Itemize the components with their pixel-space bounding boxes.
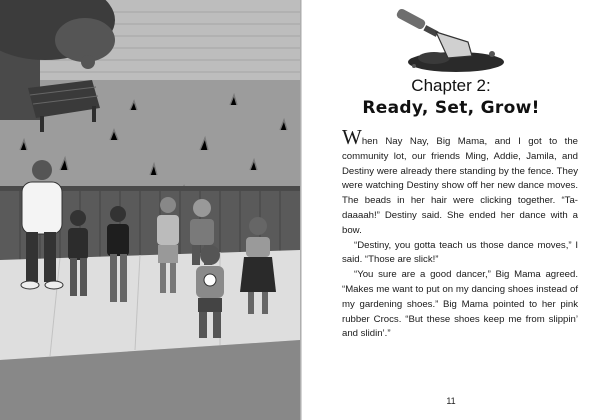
chapter-number: Chapter 2: [411,76,491,95]
paragraph-3: “You sure are a good dancer,” Big Mama agreed. “Makes me want to put on my dancing shoes instead of my gardening shoes.” Big Mama pointed to her pink rubber Crocs. “But these shoes keep me from slippin’ and slidin’.” [342,269,578,340]
text-page [302,0,600,420]
paragraph-2: “Destiny, you gotta teach us those dance moves,” I said. “Those are slick!” [342,239,578,266]
chapter-title: Ready, Set, Grow! [362,98,540,118]
chapter-body [342,125,578,342]
page-number: 11 [446,396,456,406]
hose-reel [81,55,95,69]
paragraph-1-text: hen Nay Nay, Big Mama, and I got to the community lot, our friends Ming, Addie, Jamila, and Destiny were already there standing by the fence. They were watching Destiny show off her new dance moves. The beads in her hair were clicking together. “Ta-daaaah!” Destiny said. She ended her dance with a bow. [342,136,578,236]
trowel-icon [394,8,514,74]
paragraph-1 [342,125,578,239]
drop-cap: W [342,125,362,149]
